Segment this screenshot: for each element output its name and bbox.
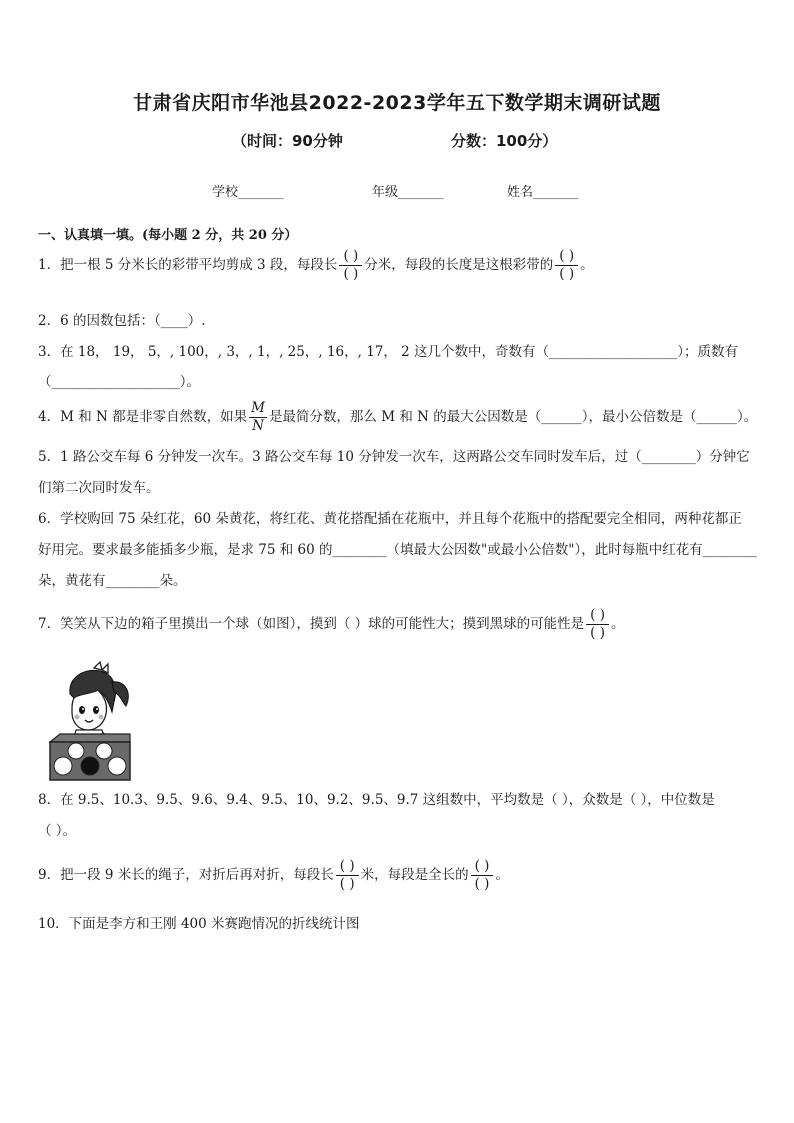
girl-with-ball-box-illustration xyxy=(46,660,136,782)
exam-score: 分数：100分） xyxy=(451,132,558,150)
q7-text-a: 7．笑笑从下边的箱子里摸出一个球（如图），摸到（ ）球的可能性大；摸到黑球的可能性是 xyxy=(38,616,585,632)
name-field: 姓名_______ xyxy=(507,185,579,200)
fraction-blank: $\frac{( )}{( )}$ xyxy=(339,248,362,283)
q4-text-a: 4．M 和 N 都是非零自然数，如果 xyxy=(38,409,248,425)
fraction-m-over-n: $\frac{M}{N}$ xyxy=(251,400,265,434)
fraction-blank: $\frac{( )}{( )}$ xyxy=(471,858,494,893)
question-3-line-1: 3．在 18， 19， 5，, 100，, 3，, 1，, 25，, 16，, 17， 2 这几个数中，奇数有（___________________）；质数有 xyxy=(38,344,739,360)
q1-text-a: 1．把一根 5 分米长的彩带平均剪成 3 段，每段长 xyxy=(38,257,338,273)
question-2: 2．6 的因数包括：（____）. xyxy=(38,313,206,329)
fraction-blank: $\frac{( )}{( )}$ xyxy=(586,607,609,642)
question-7 xyxy=(38,607,624,642)
exam-time: （时间：90分钟 xyxy=(232,132,343,150)
question-5-line-2: 们第二次同时发车。 xyxy=(38,480,160,496)
q9-text-a: 9．把一段 9 米长的绳子，对折后再对折，每段长 xyxy=(38,867,334,883)
fraction-blank: $\frac{( )}{( )}$ xyxy=(555,248,578,283)
question-6-line-1: 6．学校购回 75 朵红花，60 朵黄花，将红花、黄花搭配插在花瓶中，并且每个花瓶中的搭配要完全相同，两种花都正 xyxy=(38,511,742,527)
question-8-line-2: （ ）。 xyxy=(38,823,77,839)
q4-text-b: 是最简分数，那么 M 和 N 的最大公因数是（______），最小公倍数是（______）。 xyxy=(268,409,758,425)
q9-text-b: 米，每段是全长的 xyxy=(360,867,469,883)
school-field: 学校_______ xyxy=(212,185,284,200)
question-10: 10．下面是李方和王刚 400 米赛跑情况的折线统计图 xyxy=(38,916,360,932)
question-6-line-3: 朵，黄花有________朵。 xyxy=(38,573,187,589)
question-9 xyxy=(38,858,509,893)
question-3-line-2: （___________________）。 xyxy=(38,374,200,390)
q1-text-c: 。 xyxy=(580,257,594,273)
girl-box-drawing xyxy=(46,660,136,782)
page-title: 甘肃省庆阳市华池县2022-2023学年五下数学期末调研试题 xyxy=(133,92,661,114)
question-5-line-1: 5．1 路公交车每 6 分钟发一次车。3 路公交车每 10 分钟发一次车，这两路公交车同时发车后，过（________）分钟它 xyxy=(38,449,750,465)
fraction-blank: $\frac{( )}{( )}$ xyxy=(336,858,359,893)
section-heading: 一、认真填一填。(每小题 2 分，共 20 分） xyxy=(38,228,298,243)
question-8-line-1: 8．在 9.5、10.3、9.5、9.6、9.4、9.5、10、9.2、9.5、9.7 这组数中，平均数是（ ），众数是（ ），中位数是 xyxy=(38,792,715,808)
q9-text-c: 。 xyxy=(495,867,509,883)
q7-text-b: 。 xyxy=(610,616,625,632)
question-4 xyxy=(38,400,757,435)
question-6-line-2: 好用完。要求最多能插多少瓶，是求 75 和 60 的________（填最大公因数"或最小公倍数"），此时每瓶中红花有________ xyxy=(38,542,757,558)
question-1 xyxy=(38,248,594,283)
q1-text-b: 分米，每段的长度是这根彩带的 xyxy=(364,257,554,273)
grade-field: 年级_______ xyxy=(372,185,444,200)
